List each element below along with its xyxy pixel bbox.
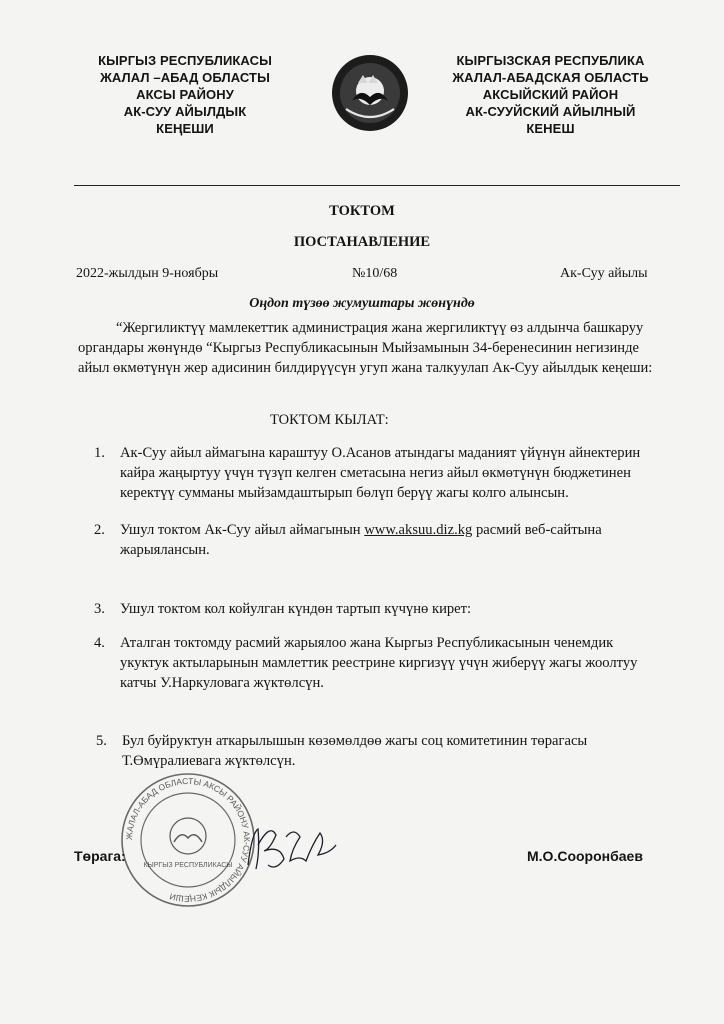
item-text: Ушул токтом кол койулган күндөн тартып күчүнө кирет: [120,601,472,617]
svg-text:ЖАЛАЛ-АБАД ОБЛАСТЫ АКСЫ РАЙОНУ [124,776,252,904]
list-item [94,443,664,503]
list-item [94,633,664,693]
item-number: 3. [94,601,105,617]
item-number: 4. [94,635,105,651]
seal-center-text: КЫРГЫЗ РЕСПУБЛИКАСЫ [143,862,233,869]
header-right-line: АК-СУУЙСКИЙ АЙЫЛНЫЙ [465,104,636,119]
item-number: 5. [96,733,107,749]
list-item [96,731,666,771]
header-right-line: ЖАЛАЛ-АБАДСКАЯ ОБЛАСТЬ [452,70,649,85]
item-text: Ак-Суу айыл аймагына караштуу О.Асанов атындагы маданият үйүнүн айнектерин кайра жаңыртуу үчүн түзүп келген сметасына негиз айыл өкмөтүнүн бюджетинен керектүү сумманы мыйзамдаштырып бөлүп берүү жагы колго алынсын. [120,445,641,501]
list-item [94,599,664,619]
header-right-line: КЕНЕШ [526,121,575,136]
header-right-line: АКСЫЙСКИЙ РАЙОН [482,87,619,102]
intro-paragraph: “Жергиликтүү мамлекеттик администрация жана жергиликтүү өз алдынча башкаруу органдары жөнүндө “Кыргыз Республикасынын Мыйзамынын 34-беренесинин негизинде айыл өкмөтүнүн жер адисинин билдирүүсүн угуп жана талкуулап Ак-Суу айылдык кеңеши: [78,320,653,376]
chairman-name: М.О.Сооронбаев [527,848,643,864]
item-text: Бул буйруктун аткарылышын көзөмөлдөө жагы соц комитетинин төрагасы Т.Өмүралиевага жүктөлсүн. [122,733,588,769]
header-left-line: КЕҢЕШИ [156,121,214,136]
header-divider [74,185,680,186]
item-number: 1. [94,445,105,461]
website-link[interactable]: www.aksuu.diz.kg [364,522,473,538]
document-title-russian: ПОСТАНАВЛЕНИЕ [293,234,431,250]
seal-ring-text: ЖАЛАЛ-АБАД ОБЛАСТЫ АКСЫ РАЙОНУ АК-СУУ АЙЫЛДЫК КЕҢЕШИ [123,775,253,905]
document-title-kyrgyz: ТОКТОМ [329,203,395,219]
document-place: Ак-Суу айылы [560,266,648,281]
document-subject: Оңдоп түзөө жумуштары жөнүндө [249,296,475,311]
item-text: Аталган токтомду расмий жарыялоо жана Кыргыз Республикасынын ченемдик укуктук актыларынын мамлеттик реестрине киргизүү үчүн жиберүү жагы жоолтуу катчы У.Наркуловага жүктөлсүн. [120,635,638,691]
list-item [94,520,664,560]
signature-label: Төрага: [74,848,126,864]
header-right-line: КЫРГЫЗСКАЯ РЕСПУБЛИКА [456,53,645,68]
item-text-pre: Ушул токтом Ак-Суу айыл аймагынын [120,522,365,538]
resolves-heading: ТОКТОМ КЫЛАТ: [270,412,389,428]
header-left-line: АК-СУУ АЙЫЛДЫК [123,104,247,119]
item-number: 2. [94,522,105,538]
header-russian [433,52,668,137]
item-text-post: расмий веб-сайтына жарыялансын. [120,522,602,558]
header-left-line: КЫРГЫЗ РЕСПУБЛИКАСЫ [98,53,272,68]
handwritten-signature [240,815,340,880]
document-number: №10/68 [352,266,398,281]
official-seal [118,770,258,910]
header-left-line: АКСЫ РАЙОНУ [136,87,234,102]
document-date: 2022-жылдын 9-ноябры [76,266,219,281]
header-left-line: ЖАЛАЛ –АБАД ОБЛАСТЫ [100,70,270,85]
state-emblem [330,53,410,133]
header-kyrgyz [70,52,300,137]
